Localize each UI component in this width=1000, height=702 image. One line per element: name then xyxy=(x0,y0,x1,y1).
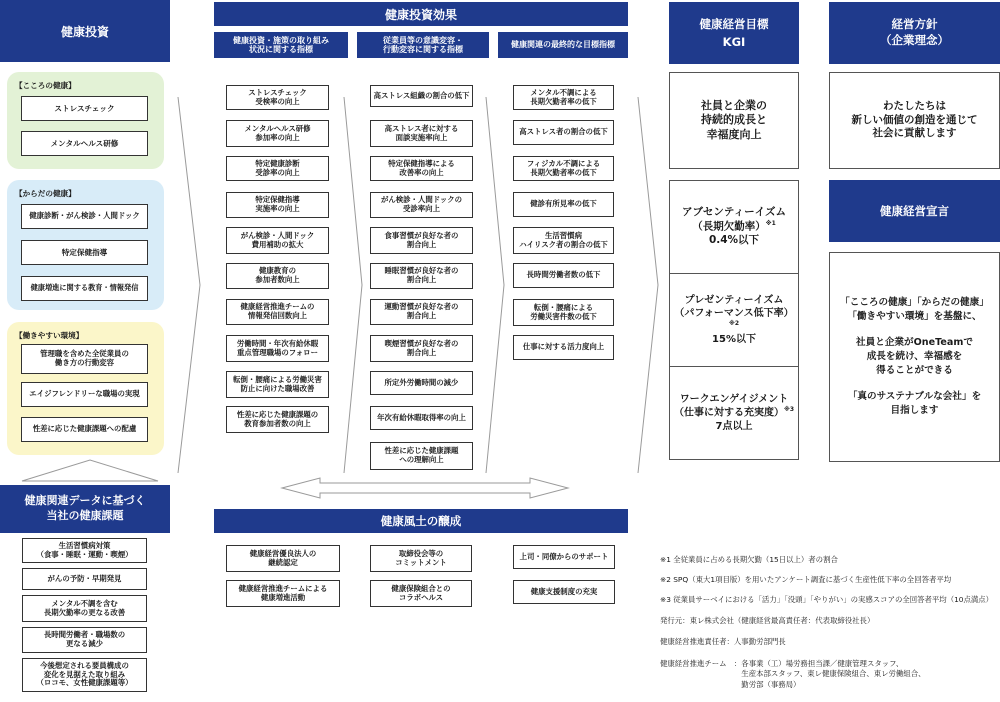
indicator-item: 特定保健指導による 改善率の向上 xyxy=(370,156,473,181)
indicator-item: 健康経営推進チームの 情報発信回数向上 xyxy=(226,299,329,325)
investment-item: エイジフレンドリーな職場の実現 xyxy=(21,382,148,407)
header-kgi: 健康経営目標 KGI xyxy=(669,2,799,64)
indicator-item: 特定健康診断 受診率の向上 xyxy=(226,156,329,181)
culture-item: 上司・同僚からのサポート xyxy=(513,545,615,569)
kgi-main: 社員と企業の 持続的成長と 幸福度向上 xyxy=(669,72,799,169)
policy-text: わたしたちは 新しい価値の創造を通じて 社会に貢献します xyxy=(829,72,1000,169)
investment-item: 健康増進に関する教育・情報発信 xyxy=(21,276,148,301)
indicator-item: メンタルヘルス研修 参加率の向上 xyxy=(226,120,329,147)
declaration-text xyxy=(829,252,1000,462)
group-work-environment xyxy=(7,322,164,455)
indicator-item: 労働時間・年次有給休暇 重点管理職場のフォロー xyxy=(226,335,329,362)
indicator-item: 健康教育の 参加者数向上 xyxy=(226,263,329,289)
indicator-item: がん検診・人間ドック 費用補助の拡大 xyxy=(226,227,329,254)
issue-item: メンタル不調を含む 長期欠勤率の更なる改善 xyxy=(22,595,147,622)
kgi-label: アブセンティーイズム （長期欠勤率） xyxy=(682,206,786,233)
kgi-label: プレゼンティーイズム （パフォーマンス低下率） xyxy=(674,294,794,319)
double-arrow-icon xyxy=(280,476,570,500)
header-effect: 健康投資効果 xyxy=(214,2,628,26)
indicator-item: 転倒・腰痛による 労働災害件数の低下 xyxy=(513,299,614,326)
declaration-line: 社員と企業がOneTeamで 成長を続け、幸福感を 得ることができる xyxy=(856,337,973,376)
investment-item: 健康診断・がん検診・人間ドック xyxy=(21,204,148,229)
subheader-col3: 健康関連の最終的な目標指標 xyxy=(498,32,628,58)
indicator-item: 高ストレス者の割合の低下 xyxy=(513,120,614,145)
chevron-right-icon xyxy=(632,95,662,475)
subheader-col2: 従業員等の意識変容・ 行動変容に関する指標 xyxy=(357,32,489,58)
indicator-item: 食事習慣が良好な者の 割合向上 xyxy=(370,227,473,254)
kgi-absenteeism xyxy=(670,181,798,274)
up-arrow-icon xyxy=(20,458,160,482)
kgi-note-mark: ※3 xyxy=(783,406,794,414)
indicator-item: 年次有給休暇取得率の向上 xyxy=(370,406,473,430)
kgi-target: 15%以下 xyxy=(712,334,756,346)
chevron-right-icon xyxy=(172,95,202,475)
group-label: 【からだの健康】 xyxy=(15,189,76,198)
header-investment: 健康投資 xyxy=(0,0,170,62)
credits xyxy=(660,605,1000,702)
indicator-item: がん検診・人間ドックの 受診率向上 xyxy=(370,192,473,218)
kgi-target: 7点以上 xyxy=(715,420,753,432)
group-mind-health xyxy=(7,72,164,169)
indicator-item: 転倒・腰痛による労働災害 防止に向けた職場改善 xyxy=(226,371,329,398)
credit-line: 発行元：東レ株式会社（健康経営最高責任者：代表取締役社長） xyxy=(660,615,875,625)
indicator-item: 運動習慣が良好な者の 割合向上 xyxy=(370,299,473,325)
header-culture: 健康風土の醸成 xyxy=(214,509,628,533)
footnote: ※1 全従業員に占める長期欠勤（15日以上）者の割合 xyxy=(660,554,838,564)
indicator-item: 性差に応じた健康課題 への理解向上 xyxy=(370,442,473,470)
indicator-item: 長時間労働者数の低下 xyxy=(513,263,614,288)
kgi-label: ワークエンゲイジメント （仕事に対する充実度） xyxy=(673,394,789,419)
chevron-right-icon xyxy=(340,95,366,475)
group-label: 【こころの健康】 xyxy=(15,81,76,90)
indicator-item: 性差に応じた健康課題の 教育参加者数の向上 xyxy=(226,406,329,433)
header-policy: 経営方針 （企業理念） xyxy=(829,2,1000,64)
credit-line: 健康経営推進チーム ：各事業（工）場労務担当課／健康管理スタッフ、 生産本部スタッフ、東レ健康保険組合、東レ労働組合、 勤労部（事務局） xyxy=(660,658,926,690)
culture-item: 健康保険組合との コラボヘルス xyxy=(370,580,472,607)
investment-item: メンタルヘルス研修 xyxy=(21,131,148,156)
culture-item: 健康支援制度の充実 xyxy=(513,580,615,604)
indicator-item: 睡眠習慣が良好な者の 割合向上 xyxy=(370,263,473,289)
issue-item: 生活習慣病対策 （食事・睡眠・運動・喫煙） xyxy=(22,538,147,563)
indicator-item: フィジカル不調による 長期欠勤者率の低下 xyxy=(513,156,614,181)
header-declaration: 健康経営宣言 xyxy=(829,180,1000,242)
investment-item: ストレスチェック xyxy=(21,96,148,121)
declaration-line: 「真のサステナブルな会社」を 目指します xyxy=(847,390,982,416)
indicator-item: メンタル不調による 長期欠勤者率の低下 xyxy=(513,85,614,110)
investment-item: 管理職を含めた全従業員の 働き方の行動変容 xyxy=(21,344,148,374)
kgi-target: 0.4%以下 xyxy=(708,234,760,247)
indicator-item: 特定保健指導 実施率の向上 xyxy=(226,192,329,218)
investment-item: 性差に応じた健康課題への配慮 xyxy=(21,417,148,442)
indicator-item: 高ストレス者に対する 面談実施率向上 xyxy=(370,120,473,147)
kgi-note-mark: ※1 xyxy=(765,219,776,227)
indicator-item: 高ストレス組織の割合の低下 xyxy=(370,85,473,107)
footnote: ※3 従業員サーベイにおける「活力」「没頭」「やりがい」の実感スコアの全回答者平均（10点満点） xyxy=(660,594,994,604)
group-label: 【働きやすい環境】 xyxy=(15,331,84,340)
kgi-engagement xyxy=(670,367,798,459)
issue-item: 今後想定される要員構成の 変化を見据えた取り組み （ロコモ、女性健康課題等） xyxy=(22,658,147,692)
indicator-item: 健診有所見率の低下 xyxy=(513,192,614,217)
kgi-note-mark: ※2 xyxy=(728,319,739,327)
subheader-col1: 健康投資・施策の取り組み 状況に関する指標 xyxy=(214,32,348,58)
kgi-presenteeism xyxy=(670,274,798,367)
credit-line: 健康経営推進責任者：人事勤労部門長 xyxy=(660,637,786,647)
culture-item: 健康経営優良法人の 継続認定 xyxy=(226,545,340,572)
indicator-item: 生活習慣病 ハイリスク者の割合の低下 xyxy=(513,227,614,254)
investment-item: 特定保健指導 xyxy=(21,240,148,265)
culture-item: 健康経営推進チームによる 健康増進活動 xyxy=(226,580,340,607)
chevron-right-icon xyxy=(482,95,508,475)
indicator-item: 仕事に対する活力度向上 xyxy=(513,335,614,360)
indicator-item: 所定外労働時間の減少 xyxy=(370,371,473,395)
footnote: ※2 SPQ（東大1項目版）を用いたアンケート調査に基づく生産性低下率の全回答者平均 xyxy=(660,574,952,584)
kgi-items xyxy=(669,180,799,460)
issue-item: がんの予防・早期発見 xyxy=(22,568,147,590)
culture-item: 取締役会等の コミットメント xyxy=(370,545,472,572)
group-body-health xyxy=(7,180,164,310)
issue-item: 長時間労働者・職場数の 更なる減少 xyxy=(22,627,147,653)
indicator-item: ストレスチェック 受検率の向上 xyxy=(226,85,329,110)
header-data-issues: 健康関連データに基づく 当社の健康課題 xyxy=(0,485,170,533)
indicator-item: 喫煙習慣が良好な者の 割合向上 xyxy=(370,335,473,362)
declaration-line: 「こころの健康」「からだの健康」 「働きやすい環境」を基盤に、 xyxy=(840,297,989,323)
